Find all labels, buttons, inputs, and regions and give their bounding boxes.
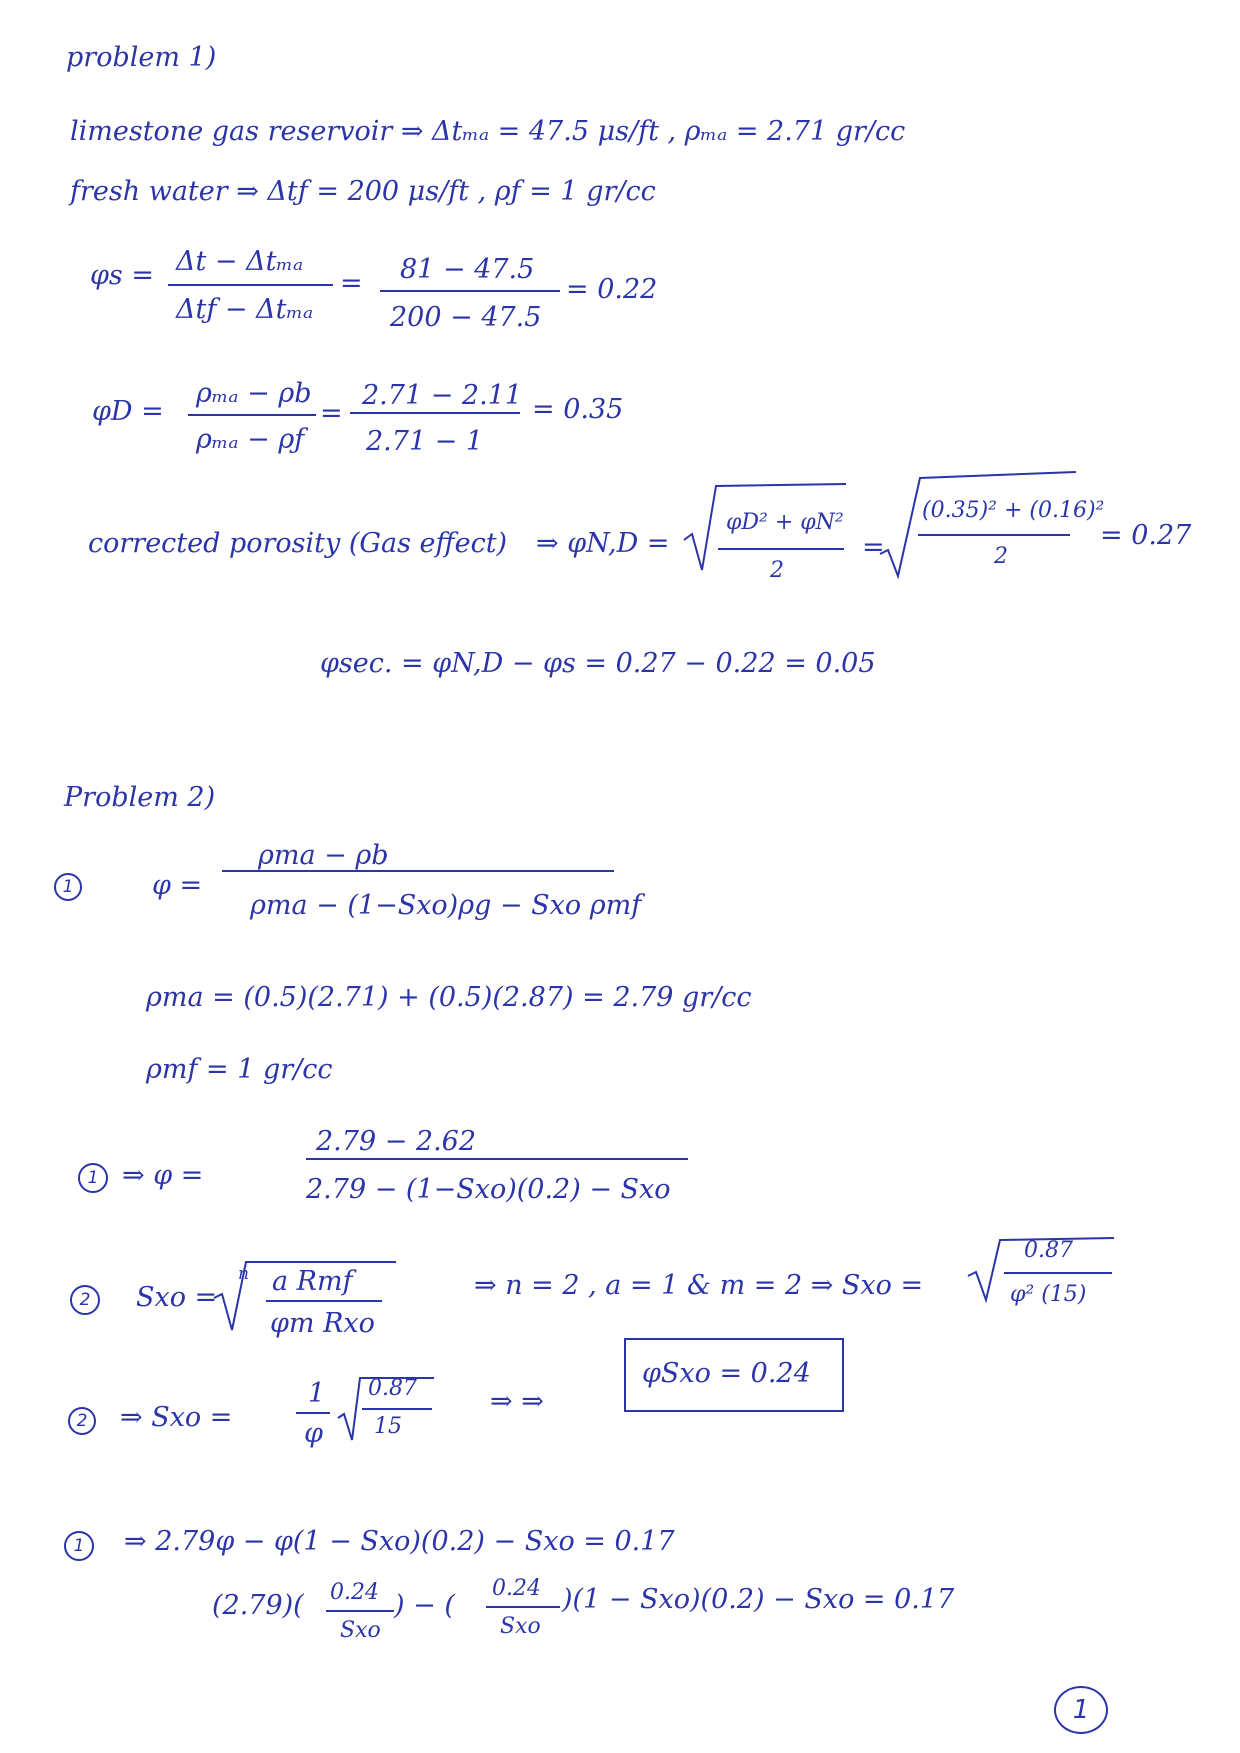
step3-line1: ⇒ 2.79φ − φ(1 − Sxo)(0.2) − Sxo = 0.17	[124, 1526, 675, 1557]
step2-root-denominator: 15	[374, 1414, 402, 1439]
problem2-title: Problem 2)	[64, 782, 216, 813]
eq2-numerator: a Rmf	[272, 1266, 353, 1297]
step3-line2-part-c: )(1 − Sxo)(0.2) − Sxo = 0.17	[562, 1584, 955, 1615]
rho-ma-calculation: ρma = (0.5)(2.71) + (0.5)(2.87) = 2.79 gr/cc	[146, 982, 752, 1013]
step3-tag: 1	[64, 1531, 94, 1561]
step1-lhs: ⇒ φ =	[122, 1160, 204, 1191]
equation-1-tag: 1	[54, 873, 82, 901]
corrected-porosity-label: corrected porosity (Gas effect)	[88, 528, 508, 559]
eq2-fraction-bar	[266, 1300, 382, 1302]
step2-lhs: ⇒ Sxo =	[120, 1402, 233, 1433]
phid-denominator-values: 2.71 − 1	[366, 426, 484, 457]
problem1-line-reservoir: limestone gas reservoir ⇒ Δtₘₐ = 47.5 μs/ft , ρₘₐ = 2.71 gr/cc	[70, 116, 906, 147]
eq2-denominator: φm Rxo	[270, 1308, 375, 1339]
step3-fraction1-numerator: 0.24	[330, 1580, 379, 1605]
corrected-porosity-result: = 0.27	[1100, 520, 1192, 551]
eq2-lhs: Sxo =	[136, 1282, 218, 1313]
eq1-numerator: ρma − ρb	[258, 840, 389, 871]
eq2-root-bar	[1004, 1272, 1112, 1274]
phis-denominator: Δtƒ − Δtₘₐ	[176, 294, 314, 325]
phid-denominator: ρₘₐ − ρƒ	[196, 424, 305, 455]
phid-result: = 0.35	[532, 394, 624, 425]
eq1-fraction-bar	[222, 870, 614, 872]
eq2-root-denominator: φ² (15)	[1010, 1282, 1087, 1307]
corrected-porosity-equals: =	[862, 532, 885, 563]
step2-fraction-numerator: 1	[308, 1378, 326, 1409]
phid-equals: =	[320, 398, 343, 429]
step3-line2-part-a: (2.79)(	[212, 1590, 304, 1621]
step2-fraction-denominator: φ	[304, 1418, 323, 1449]
corrected-porosity-values-bar	[918, 534, 1070, 536]
corrected-porosity-lhs: ⇒ φN,D =	[536, 528, 670, 559]
phid-numerator: ρₘₐ − ρb	[196, 378, 312, 409]
step3-line2-part-b: ) − (	[394, 1590, 455, 1621]
secondary-porosity: φsec. = φN,D − φs = 0.27 − 0.22 = 0.05	[320, 648, 876, 679]
step2-arrows: ⇒ ⇒	[490, 1386, 544, 1417]
phis-denominator-values: 200 − 47.5	[390, 302, 542, 333]
step1-numerator: 2.79 − 2.62	[316, 1126, 477, 1157]
step3-fraction1-bar	[326, 1610, 394, 1612]
step2-fraction-bar	[296, 1412, 330, 1414]
step1-denominator: 2.79 − (1−Sxo)(0.2) − Sxo	[306, 1174, 671, 1205]
phid-fraction-bar	[188, 414, 316, 416]
eq2-root-index: n	[238, 1264, 249, 1284]
step3-fraction1-denominator: Sxo	[340, 1618, 381, 1643]
eq1-lhs: φ =	[152, 870, 203, 901]
phid-lhs: φD =	[92, 396, 164, 427]
phid-numerator-values: 2.71 − 2.11	[362, 380, 523, 411]
step2-root-numerator: 0.87	[368, 1376, 417, 1401]
step3-fraction2-denominator: Sxo	[500, 1614, 541, 1639]
step2-root-bar	[362, 1408, 432, 1410]
step1-tag: 1	[78, 1163, 108, 1193]
phis-equals: =	[340, 268, 363, 299]
eq2-root-numerator: 0.87	[1024, 1238, 1073, 1263]
problem1-title: problem 1)	[66, 42, 217, 73]
phis-result: = 0.22	[566, 274, 658, 305]
corrected-porosity-denominator-values: 2	[994, 544, 1008, 569]
equation-2-tag: 2	[70, 1285, 100, 1315]
phis-lhs: φs =	[90, 260, 154, 291]
phis-numerator: Δt − Δtₘₐ	[176, 246, 304, 277]
step3-fraction2-bar	[486, 1606, 560, 1608]
radical-corrected-2	[880, 472, 1076, 576]
step2-tag: 2	[68, 1407, 96, 1435]
step2-boxed-result: φSxo = 0.24	[642, 1358, 811, 1389]
corrected-porosity-numerator: φD² + φN²	[726, 510, 844, 535]
page-number: 1	[1054, 1686, 1108, 1734]
phid-values-bar	[350, 412, 520, 414]
phis-numerator-values: 81 − 47.5	[400, 254, 535, 285]
corrected-porosity-denominator: 2	[770, 558, 784, 583]
eq2-parameters: ⇒ n = 2 , a = 1 & m = 2 ⇒ Sxo =	[474, 1270, 924, 1301]
problem1-line-fresh-water: fresh water ⇒ Δtƒ = 200 μs/ft , ρƒ = 1 gr/cc	[70, 176, 656, 207]
step3-fraction2-numerator: 0.24	[492, 1576, 541, 1601]
step1-fraction-bar	[306, 1158, 688, 1160]
phis-values-bar	[380, 290, 560, 292]
rho-mf-value: ρmf = 1 gr/cc	[146, 1054, 333, 1085]
phis-fraction-bar	[168, 284, 333, 286]
eq1-denominator: ρma − (1−Sxo)ρg − Sxo ρmf	[250, 890, 642, 921]
corrected-porosity-bar	[718, 548, 844, 550]
corrected-porosity-numerator-values: (0.35)² + (0.16)²	[922, 498, 1105, 523]
